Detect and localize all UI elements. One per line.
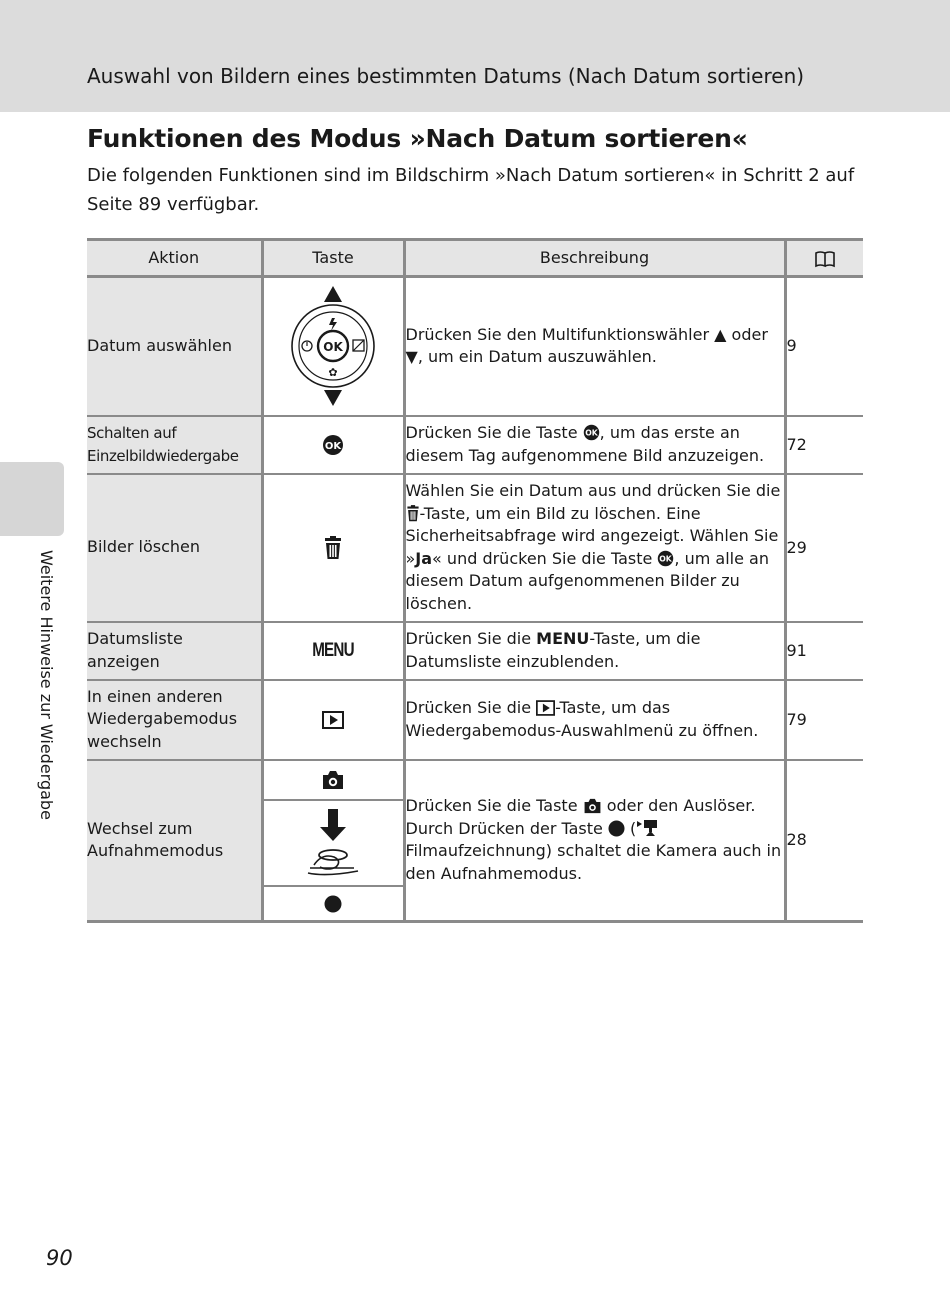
page-reference: 28: [785, 760, 863, 922]
playback-icon: [536, 700, 555, 716]
action-cell: Datumsliste anzeigen: [87, 622, 262, 680]
description-text: Drücken Sie die Taste: [405, 796, 583, 816]
svg-text:✿: ✿: [328, 366, 338, 380]
description-cell: [404, 680, 785, 760]
page-reference: 9: [785, 277, 863, 416]
movie-record-dot-icon: [608, 820, 625, 837]
menu-key-cell: [262, 622, 404, 680]
chapter-tab: [0, 462, 64, 536]
table-row: [87, 680, 863, 760]
description-cell: [404, 622, 785, 680]
triangle-up-icon: ▲: [714, 324, 727, 344]
action-text: Schalten auf: [87, 424, 177, 442]
action-cell: Bilder löschen: [87, 474, 262, 622]
description-text: Drücken Sie die Taste: [405, 423, 583, 442]
ok-button-icon: [583, 424, 600, 441]
ok-button-icon: [657, 550, 674, 567]
page-number: 90: [46, 1246, 73, 1270]
table-row: [87, 474, 863, 622]
column-header-action: Aktion: [87, 240, 262, 277]
column-header-key: Taste: [262, 240, 404, 277]
intro-paragraph: Die folgenden Funktionen sind im Bildschirm »Nach Datum sortieren« in Schritt 2 auf Seite 89 verfügbar.: [87, 165, 855, 215]
description-text: Drücken Sie den Multifunktionswähler: [405, 324, 715, 344]
description-text: Drücken Sie die: [405, 698, 537, 717]
description-cell: [404, 474, 785, 622]
table-row: [87, 277, 863, 416]
description-cell: [404, 277, 785, 416]
chapter-side-label: Weitere Hinweise zur Wiedergabe: [37, 550, 56, 820]
book-reference-icon: [785, 240, 863, 277]
camera-icon: [262, 760, 404, 800]
page-reference: 72: [785, 416, 863, 474]
description-text: -Taste, um das Wiedergabemodus-Auswahlmenü zu öffnen.: [405, 698, 759, 740]
description-text: , um das erste an diesem Tag aufgenommene Bild anzuzeigen.: [405, 423, 765, 465]
description-text: -Taste, um die Datumsliste einzublenden.: [405, 629, 701, 671]
shutter-release-icon: [262, 800, 404, 886]
description-text: (: [624, 818, 637, 838]
description-text: , um ein Datum auszuwählen.: [417, 347, 657, 367]
camera-icon: [583, 798, 602, 814]
column-header-description: Beschreibung: [404, 240, 785, 277]
svg-text:OK: OK: [324, 440, 342, 452]
triangle-down-icon: ▼: [405, 347, 418, 367]
svg-text:OK: OK: [323, 340, 343, 355]
action-cell: In einen anderen Wiedergabemodus wechseln: [87, 680, 262, 760]
multi-selector-icon: [262, 277, 404, 416]
description-text: -Taste, um ein Bild zu löschen. Eine Sicherheitsabfrage wird angezeigt. Wählen Sie »: [405, 503, 779, 568]
trash-icon: [406, 505, 420, 522]
playback-icon: [262, 680, 404, 760]
description-bold-text: Ja: [415, 548, 433, 568]
menu-key-inline: MENU: [536, 629, 590, 648]
running-header-title: Auswahl von Bildern eines bestimmten Datums (Nach Datum sortieren): [87, 64, 805, 88]
ok-button-icon: [262, 416, 404, 474]
action-cell: Datum auswählen: [87, 277, 262, 416]
description-text: Filmaufzeichnung) schaltet die Kamera auch in den Aufnahmemodus.: [405, 841, 782, 883]
description-text: oder: [726, 324, 768, 344]
description-cell: [404, 416, 785, 474]
description-text: Wählen Sie ein Datum aus und drücken Sie die: [405, 481, 781, 500]
svg-text:OK: OK: [659, 554, 673, 564]
header-band: [0, 0, 950, 112]
page-reference: 91: [785, 622, 863, 680]
functions-table: [87, 238, 863, 923]
movie-record-dot-icon: [262, 886, 404, 922]
section-title: Funktionen des Modus »Nach Datum sortieren«: [87, 124, 748, 153]
description-cell: [404, 760, 785, 922]
trash-icon: [262, 474, 404, 622]
action-cell: Wechsel zum Aufnahmemodus: [87, 760, 262, 922]
action-cell: [87, 416, 262, 474]
table-row: [87, 622, 863, 680]
table-header-row: [87, 240, 863, 277]
movie-camera-icon: [636, 819, 658, 837]
description-text: oder den Auslöser. Durch Drücken der Taste: [405, 796, 756, 838]
table-row: [87, 760, 863, 800]
description-text: , um alle an diesem Datum aufgenommenen Bilder zu löschen.: [405, 548, 769, 613]
description-text: Drücken Sie die: [405, 629, 537, 648]
page-reference: 79: [785, 680, 863, 760]
menu-key-label: MENU: [312, 639, 354, 661]
table-row: [87, 416, 863, 474]
action-text: Einzelbildwiedergabe: [87, 446, 239, 465]
svg-text:OK: OK: [584, 428, 598, 438]
description-text: « und drücken Sie die Taste: [432, 548, 658, 568]
page-reference: 29: [785, 474, 863, 622]
